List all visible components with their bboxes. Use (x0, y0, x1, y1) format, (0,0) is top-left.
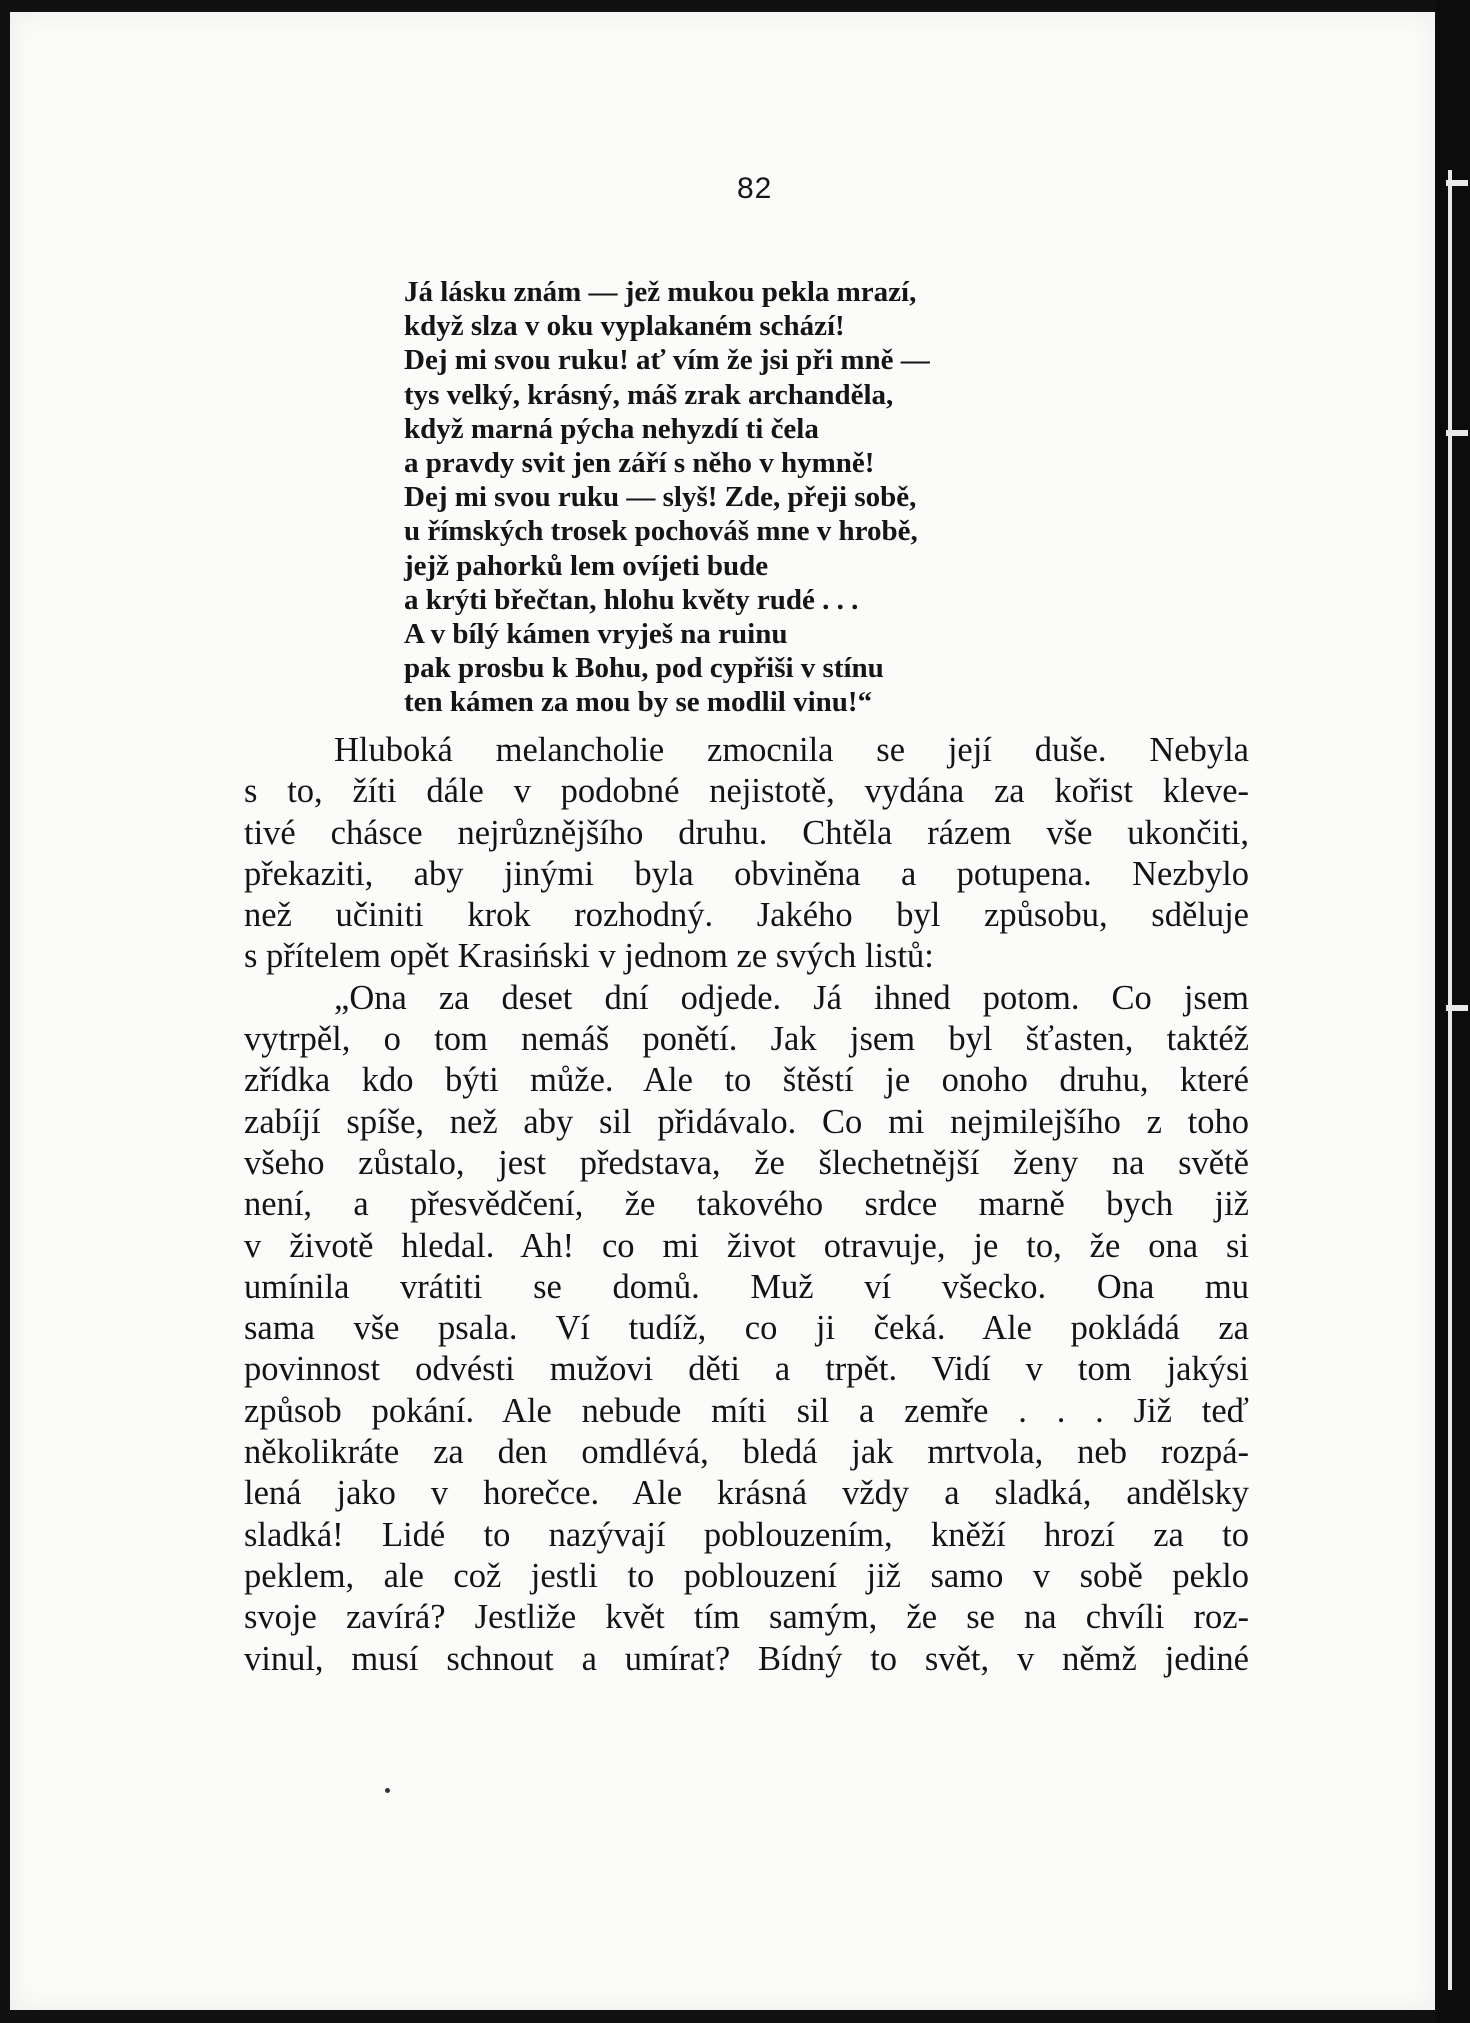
poem-line: a krýti břečtan, hlohu květy rudé . . . (404, 583, 859, 616)
page-number: 82 (737, 172, 773, 205)
prose-line: všeho zůstalo, jest představa, že šlechetnější ženy na světě (244, 1143, 1249, 1182)
poem-line: a pravdy svit jen září s něho v hymně! (404, 447, 875, 480)
poem-line: Dej mi svou ruku! ať vím že jsi při mně — (404, 344, 930, 377)
poem-line: tys velký, krásný, máš zrak archanděla, (404, 378, 894, 411)
prose-line: svoje zavírá? Jestliže květ tím samým, že se na chvíli roz- (244, 1598, 1249, 1637)
edge-tick (1446, 430, 1468, 436)
prose-line: s to, žíti dále v podobné nejistotě, vydána za kořist kleve- (244, 772, 1249, 811)
prose-line: sladká! Lidé to nazývají poblouzením, kněží hrozí za to (244, 1515, 1249, 1554)
prose-line: zřídka kdo býti může. Ale to štěstí je onoho druhu, které (244, 1061, 1249, 1100)
prose-line: vytrpěl, o tom nemáš ponětí. Jak jsem byl šťasten, taktéž (244, 1020, 1249, 1059)
scan-edge-right (1436, 0, 1470, 2023)
poem-line: pak prosbu k Bohu, pod cypřiši v stínu (404, 652, 884, 685)
prose-line: několikráte za den omdlévá, bledá jak mrtvola, neb rozpá- (244, 1433, 1249, 1472)
scan-speck (385, 1788, 390, 1793)
poem-line: jejž pahorků lem ovíjeti bude (404, 549, 769, 582)
poem-line: Dej mi svou ruku — slyš! Zde, přeji sobě, (404, 481, 917, 514)
prose-line: vinul, musí schnout a umírat? Bídný to svět, v němž jediné (244, 1639, 1249, 1678)
prose-line: „Ona za deset dní odjede. Já ihned potom. Co jsem (334, 978, 1249, 1017)
prose-line: není, a přesvědčení, že takového srdce marně bych již (244, 1185, 1249, 1224)
edge-tick (1446, 180, 1468, 186)
prose-line: umínila vrátiti se domů. Muž ví všecko. Ona mu (244, 1267, 1249, 1306)
page-edge-line (1448, 170, 1452, 1990)
prose-line: než učiniti krok rozhodný. Jakého byl způsobu, sděluje (244, 896, 1249, 935)
prose-line: sama vše psala. Ví tudíž, co ji čeká. Ale pokládá za (244, 1309, 1249, 1348)
poem-line: u římských trosek pochováš mne v hrobě, (404, 515, 918, 548)
poem-line: Já lásku znám — jež mukou pekla mrazí, (404, 276, 917, 308)
prose-line: překaziti, aby jinými byla obviněna a potupena. Nezbylo (244, 854, 1249, 893)
poem-line: ten kámen za mou by se modlil vinu!“ (404, 686, 873, 719)
prose-line: způsob pokání. Ale nebude míti sil a zemře . . . Již teď (244, 1391, 1249, 1430)
prose-line: peklem, ale což jestli to poblouzení již samo v sobě peklo (244, 1556, 1249, 1595)
prose-body (244, 730, 1249, 1680)
poem-line: když slza v oku vyplakaném schází! (404, 310, 845, 343)
edge-tick (1446, 1005, 1468, 1011)
prose-line: povinnost odvésti mužovi děti a trpět. Vidí v tom jakýsi (244, 1350, 1249, 1389)
poem-stanza (404, 275, 1104, 720)
poem-line: A v bílý kámen vryješ na ruinu (404, 618, 788, 651)
prose-line: lená jako v horečce. Ale krásná vždy a sladká, andělsky (244, 1474, 1249, 1513)
prose-line: Hluboká melancholie zmocnila se její duše. Nebyla (334, 731, 1249, 769)
prose-line: zabíjí spíše, než aby sil přidávalo. Co mi nejmilejšího z toho (244, 1102, 1249, 1141)
prose-line: s přítelem opět Krasiński v jednom ze svých listů: (244, 937, 934, 976)
poem-line: když marná pýcha nehyzdí ti čela (404, 412, 819, 445)
prose-line: tivé chásce nejrůznějšího druhu. Chtěla rázem vše ukončiti, (244, 813, 1249, 852)
prose-line: v životě hledal. Ah! co mi život otravuje, je to, že ona si (244, 1226, 1249, 1265)
